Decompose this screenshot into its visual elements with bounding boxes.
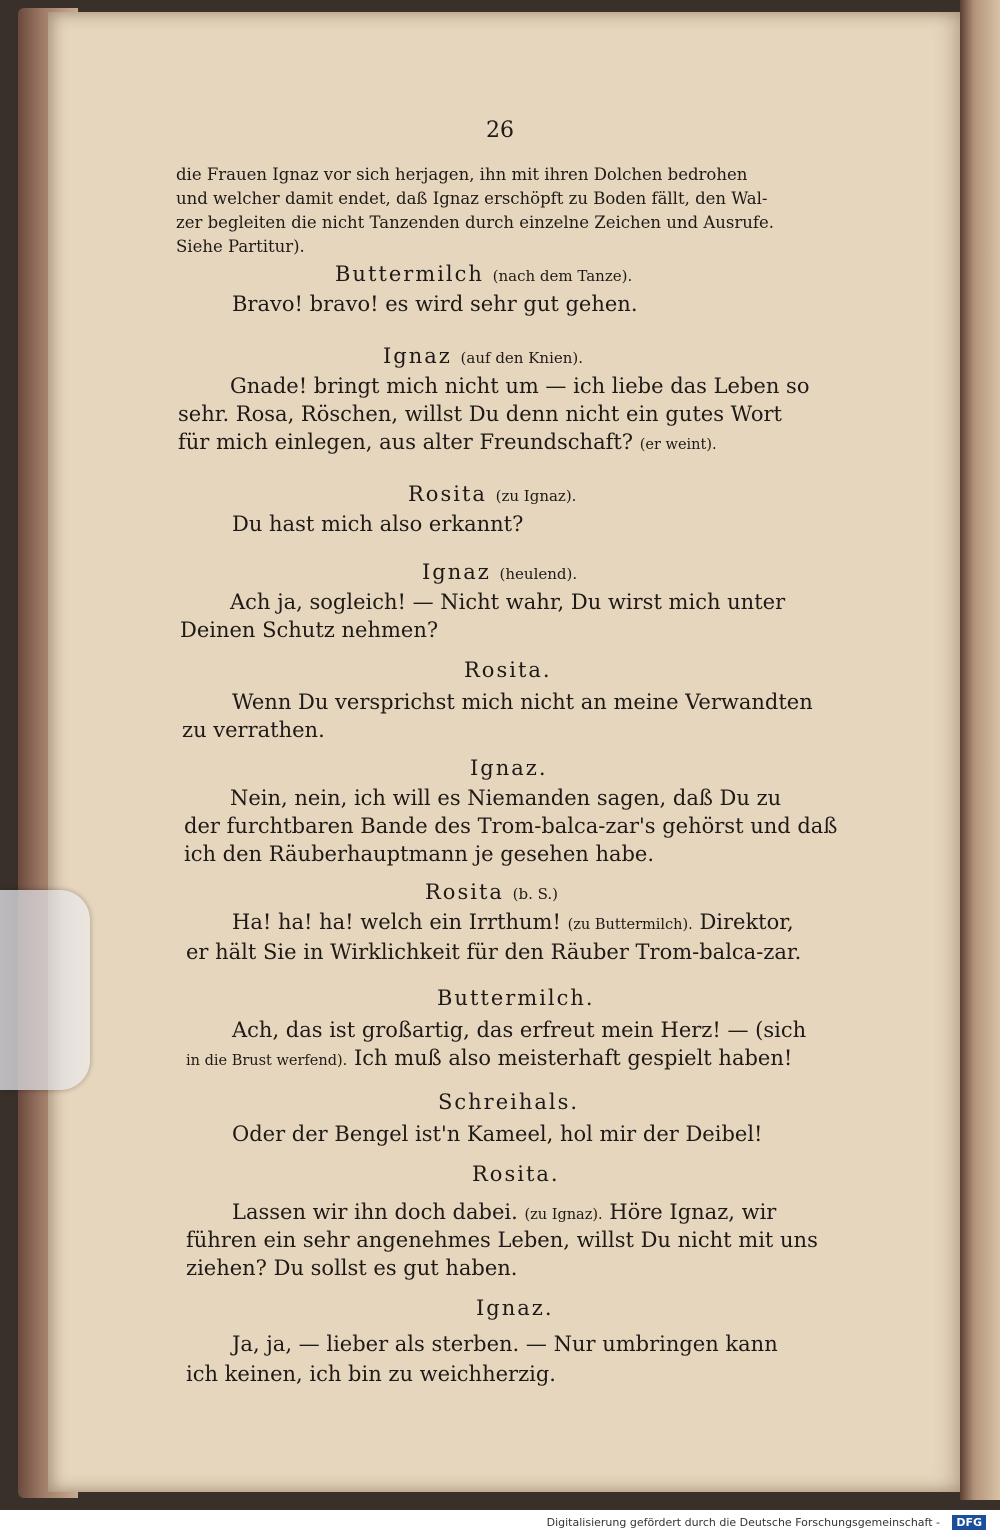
- speaker-name: [408, 482, 576, 506]
- dfg-logo: DFG: [952, 1515, 986, 1530]
- dialogue-text: Höre Ignaz, wir: [609, 1200, 777, 1224]
- speaker-name: [422, 560, 577, 584]
- stage-direction: (heulend).: [499, 565, 578, 583]
- speaker-label: Rosita: [425, 880, 504, 904]
- speaker-label: Ignaz: [383, 344, 452, 368]
- dialogue-line: Oder der Bengel ist'n Kameel, hol mir der Deibel!: [232, 1122, 763, 1146]
- dialogue-line: [178, 430, 717, 454]
- dialogue-line: Nein, nein, ich will es Niemanden sagen, daß Du zu: [230, 786, 782, 810]
- dialogue-line: [232, 910, 794, 934]
- speaker-name: Buttermilch.: [437, 986, 595, 1010]
- intro-line: und welcher damit endet, daß Ignaz erschöpft zu Boden fällt, den Wal-: [176, 189, 768, 208]
- dialogue-line: [186, 1046, 792, 1070]
- stage-direction: (b. S.): [512, 885, 558, 903]
- dialogue-line: Ach ja, sogleich! — Nicht wahr, Du wirst mich unter: [230, 590, 786, 614]
- dialogue-line: Ach, das ist großartig, das erfreut mein Herz! — (sich: [232, 1018, 807, 1042]
- dialogue-line: [232, 1200, 776, 1224]
- stage-direction: in die Brust werfend).: [186, 1053, 348, 1069]
- dialogue-line: ich keinen, ich bin zu weichherzig.: [186, 1362, 556, 1386]
- stage-direction: (auf den Knien).: [460, 349, 584, 367]
- stage-direction: (nach dem Tanze).: [492, 267, 633, 285]
- dialogue-line: Ja, ja, — lieber als sterben. — Nur umbringen kann: [232, 1332, 778, 1356]
- intro-line: zer begleiten die nicht Tanzenden durch einzelne Zeichen und Ausrufe.: [176, 213, 774, 232]
- speaker-name: Rosita.: [472, 1162, 560, 1186]
- dialogue-line: ich den Räuberhauptmann je gesehen habe.: [184, 842, 655, 866]
- dialogue-text: Ich muß also meisterhaft gespielt haben!: [353, 1046, 793, 1070]
- dialogue-line: er hält Sie in Wirklichkeit für den Räuber Trom-balca-zar.: [186, 940, 802, 964]
- book-edge-right: [960, 0, 1000, 1500]
- speaker-name: [425, 880, 558, 904]
- dialogue-line: ziehen? Du sollst es gut haben.: [186, 1256, 518, 1280]
- stage-direction: (zu Ignaz).: [524, 1207, 603, 1223]
- page-turn-tab[interactable]: [0, 890, 90, 1090]
- speaker-name: Ignaz.: [470, 756, 548, 780]
- dialogue-line: Deinen Schutz nehmen?: [180, 618, 439, 642]
- speaker-name: Schreihals.: [438, 1090, 580, 1114]
- intro-line: die Frauen Ignaz vor sich herjagen, ihn mit ihren Dolchen bedrohen: [176, 165, 748, 184]
- speaker-label: Buttermilch: [335, 262, 484, 286]
- speaker-name: Ignaz.: [476, 1296, 554, 1320]
- dialogue-text: Ha! ha! ha! welch ein Irrthum!: [232, 910, 561, 934]
- dialogue-text: für mich einlegen, aus alter Freundschaft?: [178, 430, 634, 454]
- dialogue-line: der furchtbaren Bande des Trom-balca-zar's gehörst und daß: [184, 814, 838, 838]
- dialogue-line: Bravo! bravo! es wird sehr gut gehen.: [232, 292, 638, 316]
- stage-direction: (zu Ignaz).: [495, 487, 577, 505]
- page-number: 26: [486, 118, 514, 143]
- speaker-name: [383, 344, 583, 368]
- speaker-name: [335, 262, 632, 286]
- dialogue-line: Du hast mich also erkannt?: [232, 512, 524, 536]
- speaker-name: Rosita.: [464, 658, 552, 682]
- dialogue-line: zu verrathen.: [182, 718, 325, 742]
- dialogue-line: Wenn Du versprichst mich nicht an meine Verwandten: [232, 690, 813, 714]
- speaker-label: Rosita: [408, 482, 487, 506]
- stage-direction: (zu Buttermilch).: [567, 917, 693, 933]
- dialogue-line: Gnade! bringt mich nicht um — ich liebe das Leben so: [230, 374, 810, 398]
- dialogue-text: Lassen wir ihn doch dabei.: [232, 1200, 518, 1224]
- dialogue-text: Direktor,: [699, 910, 794, 934]
- stage-direction: (er weint).: [639, 437, 717, 453]
- speaker-label: Ignaz: [422, 560, 491, 584]
- funding-credit: Digitalisierung gefördert durch die Deutsche Forschungsgemeinschaft -: [546, 1516, 940, 1529]
- intro-line: Siehe Partitur).: [176, 237, 305, 256]
- dialogue-line: sehr. Rosa, Röschen, willst Du denn nicht ein gutes Wort: [178, 402, 782, 426]
- dialogue-line: führen ein sehr angenehmes Leben, willst Du nicht mit uns: [186, 1228, 818, 1252]
